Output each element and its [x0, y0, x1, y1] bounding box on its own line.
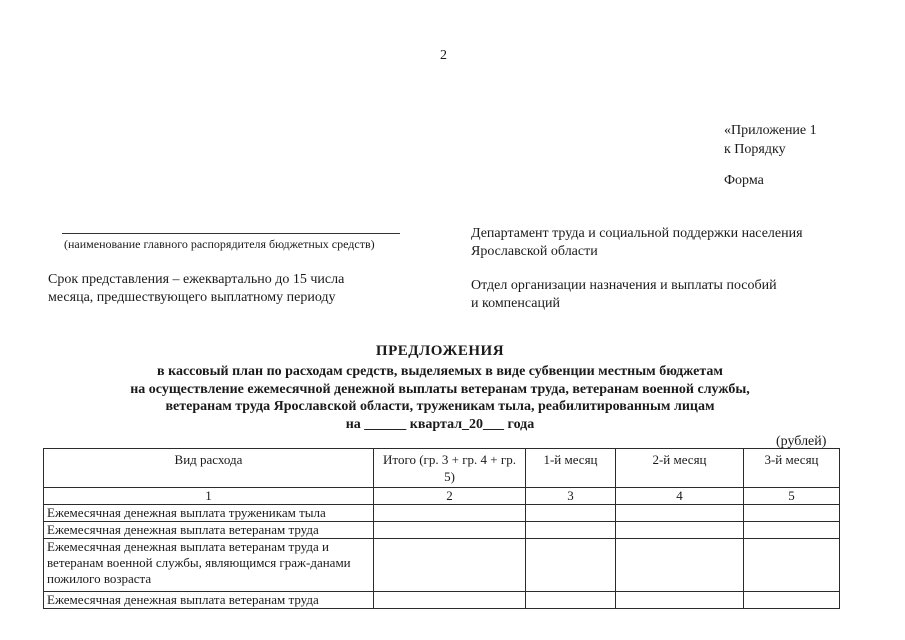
- value-cell[interactable]: [744, 505, 840, 522]
- form-label: Форма: [724, 173, 764, 188]
- appendix-line-2: к Порядку: [724, 142, 786, 157]
- deadline-line-1: Срок представления – ежеквартально до 15 числа: [48, 272, 345, 287]
- value-cell[interactable]: [616, 592, 744, 609]
- subtitle-line-4: на ______ квартал_20___ года: [345, 416, 535, 432]
- header-month-2: 2-й месяц: [616, 449, 744, 488]
- table-row: [44, 522, 840, 539]
- column-number: 3: [526, 488, 616, 505]
- department-name: [471, 225, 803, 261]
- column-number: 1: [44, 488, 374, 505]
- appendix-line-1: «Приложение 1: [724, 123, 817, 138]
- expense-table: [43, 448, 840, 609]
- page-number: 2: [440, 48, 447, 63]
- organization-caption: (наименование главного распорядителя бюджетных средств): [64, 237, 375, 251]
- row-label: Ежемесячная денежная выплата ветеранам труда: [44, 592, 374, 609]
- appendix-reference: [724, 121, 817, 159]
- header-month-3: 3-й месяц: [744, 449, 840, 488]
- department-line-2: Ярославской области: [471, 244, 598, 259]
- value-cell[interactable]: [526, 505, 616, 522]
- value-cell[interactable]: [744, 539, 840, 592]
- value-cell[interactable]: [526, 539, 616, 592]
- value-cell[interactable]: [374, 592, 526, 609]
- table-row: [44, 505, 840, 522]
- value-cell[interactable]: [374, 505, 526, 522]
- value-cell[interactable]: [744, 592, 840, 609]
- submission-deadline: [48, 271, 344, 307]
- document-title: ПРЕДЛОЖЕНИЯ: [375, 343, 505, 359]
- row-label: Ежемесячная денежная выплата труженикам тыла: [44, 505, 374, 522]
- division-name: [471, 277, 777, 313]
- department-line-1: Департамент труда и социальной поддержки населения: [471, 226, 803, 241]
- value-cell[interactable]: [526, 592, 616, 609]
- deadline-line-2: месяца, предшествующего выплатному периоду: [48, 290, 336, 305]
- row-label: Ежемесячная денежная выплата ветеранам труда и ветеранам военной службы, являющимся граж-данами пожилого возраста: [44, 539, 374, 592]
- currency-note: (рублей): [776, 434, 827, 449]
- table-row: [44, 592, 840, 609]
- value-cell[interactable]: [744, 522, 840, 539]
- document-subtitle: [40, 363, 840, 433]
- table-row: [44, 539, 840, 592]
- value-cell[interactable]: [616, 539, 744, 592]
- division-line-2: и компенсаций: [471, 296, 560, 311]
- row-label: Ежемесячная денежная выплата ветеранам труда: [44, 522, 374, 539]
- division-line-1: Отдел организации назначения и выплаты пособий: [471, 278, 777, 293]
- value-cell[interactable]: [374, 539, 526, 592]
- subtitle-line-1: в кассовый план по расходам средств, выделяемых в виде субвенции местным бюджетам: [157, 364, 723, 379]
- organization-name-line: [62, 233, 400, 234]
- value-cell[interactable]: [374, 522, 526, 539]
- value-cell[interactable]: [616, 522, 744, 539]
- subtitle-line-2: на осуществление ежемесячной денежной выплаты ветеранам труда, ветеранам военной службы,: [130, 381, 750, 397]
- value-cell[interactable]: [616, 505, 744, 522]
- value-cell[interactable]: [526, 522, 616, 539]
- header-month-1: 1-й месяц: [526, 449, 616, 488]
- header-total: Итого (гр. 3 + гр. 4 + гр. 5): [374, 449, 526, 488]
- column-number: 5: [744, 488, 840, 505]
- column-number: 2: [374, 488, 526, 505]
- header-expense-type: Вид расхода: [44, 449, 374, 488]
- subtitle-line-3: ветеранам труда Ярославской области, труженикам тыла, реабилитированным лицам: [165, 399, 715, 414]
- column-number: 4: [616, 488, 744, 505]
